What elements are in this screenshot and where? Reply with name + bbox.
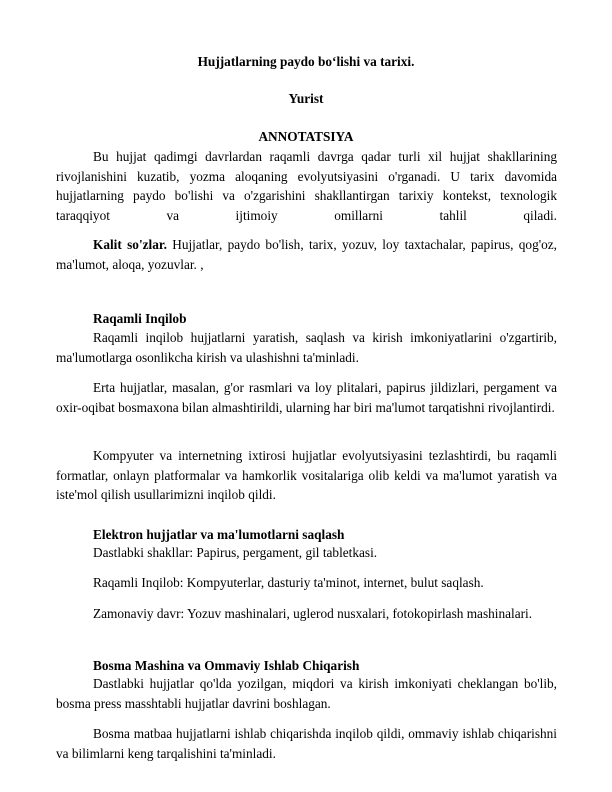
- section1-paragraph-2-block: [56, 378, 557, 417]
- section-heading-electronic-documents: Elektron hujjatlar va ma'lumotlarni saqlash: [93, 527, 345, 542]
- section2-paragraph-1-block: [56, 543, 557, 563]
- annotation-heading: ANNOTATSIYA: [258, 129, 354, 144]
- annotation-paragraph: Bu hujjat qadimgi davrlardan raqamli davrga qadar turli xil hujjat shakllarining rivojlanishini kuzatib, yozma aloqaning evolyutsiyasini o'rganadi. U tarix davomida hujjatlarning paydo bo'lishi va o'zgarishini shakllantirgan tarixiy kontekst, texnologik taraqqiyot va ijtimoiy omillarni tahlil qiladi.: [56, 149, 557, 223]
- section2-paragraph: Dastlabki shakllar: Papirus, pergament, gil tabletkasi.: [93, 545, 378, 560]
- section1-paragraph-1-block: [56, 328, 557, 367]
- section2-paragraph: Zamonaviy davr: Yozuv mashinalari, uglerod nusxalari, fotokopirlash mashinalari.: [93, 606, 533, 621]
- document-title: Hujjatlarning paydo bo‘lishi va tarixi.: [197, 54, 415, 69]
- section3-paragraph-1-block: [56, 674, 557, 713]
- keywords-text: Hujjatlar, paydo bo'lish, tarix, yozuv, loy taxtachalar, papirus, qog'oz, ma'lumot, aloqa, yozuvlar. ,: [56, 237, 558, 272]
- section3-paragraph-2-block: [56, 724, 557, 763]
- section-heading-digital-revolution: Raqamli Inqilob: [93, 311, 187, 326]
- annotation-block: [56, 147, 557, 225]
- keywords-block: [56, 235, 557, 274]
- section1-paragraph: Raqamli inqilob hujjatlarni yaratish, saqlash va kirish imkoniyatlarini o'zgartirib, ma'lumotlarga osonlikcha kirish va ulashishni ta'minladi.: [56, 330, 557, 365]
- section1-paragraph: Erta hujjatlar, masalan, g'or rasmlari va loy plitalari, papirus jildizlari, pergament va oxir-oqibat bosmaxona bilan almashtirildi, ularning har biri ma'lumot tarqatishni rivojlantirdi.: [56, 380, 557, 415]
- section2-paragraph: Raqamli Inqilob: Kompyuterlar, dasturiy ta'minot, internet, bulut saqlash.: [93, 575, 484, 590]
- section1-paragraph-3-block: [56, 446, 557, 505]
- section2-paragraph-3-block: [56, 604, 557, 624]
- keywords-paragraph: [56, 235, 557, 274]
- author-line: Yurist: [288, 91, 324, 106]
- keywords-label: Kalit so'zlar.: [93, 237, 167, 252]
- section3-paragraph: Dastlabki hujjatlar qo'lda yozilgan, miqdori va kirish imkoniyati cheklangan bo'lib, bosma press masshtabli hujjatlar davrini boshlagan.: [56, 676, 557, 711]
- section3-paragraph: Bosma matbaa hujjatlarni ishlab chiqarishda inqilob qildi, ommaviy ishlab chiqarishni va bilimlarni keng tarqalishini ta'minladi.: [56, 726, 557, 761]
- section2-paragraph-2-block: [56, 573, 557, 593]
- section-heading-printing-press: Bosma Mashina va Ommaviy Ishlab Chiqarish: [93, 658, 360, 673]
- section1-paragraph: Kompyuter va internetning ixtirosi hujjatlar evolyutsiyasini tezlashtirdi, bu raqamli formatlar, onlayn platformalar va hamkorlik vositalariga olib keldi va ma'lumot yaratish va iste'mol qilish usullarimizni inqilob qildi.: [56, 448, 557, 502]
